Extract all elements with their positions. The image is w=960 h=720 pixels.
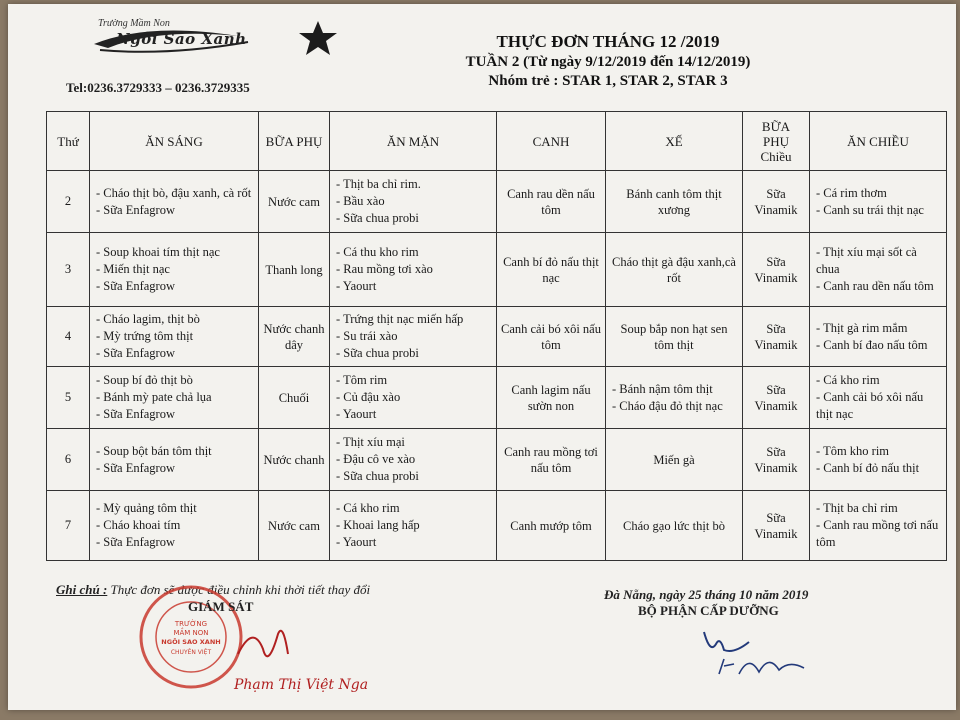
svg-text:CHUYÊN VIỆT: CHUYÊN VIỆT: [170, 649, 212, 656]
list-item: - Tôm rim: [334, 372, 492, 389]
list-item: - Sữa Enfagrow: [94, 202, 254, 219]
list-item: - Yaourt: [334, 534, 492, 551]
menu-title-block: [448, 32, 768, 90]
list-item: - Cá kho rim: [814, 372, 942, 389]
afternoon-snack-cell: Sữa Vinamik: [743, 367, 810, 429]
phone-numbers: Tel:0236.3729333 – 0236.3729335: [66, 80, 250, 95]
list-item: - Thịt xíu mại sốt cà chua: [814, 244, 942, 278]
list-item: - Đậu cô ve xào: [334, 451, 492, 468]
menu-title: THỰC ĐƠN THÁNG 12 /2019: [496, 32, 720, 51]
dinner-cell: [810, 491, 947, 561]
list-item: - Miến thịt nạc: [94, 261, 254, 278]
main-cell: [330, 491, 497, 561]
day-cell: 5: [47, 367, 90, 429]
main-cell: [330, 307, 497, 367]
school-logo: [88, 18, 263, 58]
supervisor-signature: [218, 614, 308, 679]
list-item: - Trứng thịt nạc miến hấp: [334, 311, 492, 328]
xe-cell: Bánh canh tôm thịt xương: [606, 171, 743, 233]
list-item: - Mỳ quảng tôm thịt: [94, 500, 254, 517]
table-row: [47, 429, 947, 491]
list-item: - Tôm kho rim: [814, 443, 942, 460]
list-item: - Rau mồng tơi xào: [334, 261, 492, 278]
breakfast-cell: [90, 171, 259, 233]
list-item: - Soup khoai tím thịt nạc: [94, 244, 254, 261]
list-item: - Cháo đậu đỏ thịt nạc: [610, 398, 738, 415]
table-header-row: [47, 112, 947, 171]
soup-cell: Canh mướp tôm: [497, 491, 606, 561]
table-row: [47, 171, 947, 233]
dinner-cell: [810, 171, 947, 233]
day-cell: 6: [47, 429, 90, 491]
xe-cell: Cháo gạo lức thịt bò: [606, 491, 743, 561]
list-item: - Canh su trái thịt nạc: [814, 202, 942, 219]
afternoon-snack-cell: Sữa Vinamik: [743, 429, 810, 491]
place-date: Đà Nẵng, ngày 25 tháng 10 năm 2019: [604, 587, 809, 602]
breakfast-cell: [90, 491, 259, 561]
main-cell: [330, 233, 497, 307]
list-item: - Cháo thịt bò, đậu xanh, cà rốt: [94, 185, 254, 202]
dinner-cell: [810, 233, 947, 307]
list-item: - Sữa Enfagrow: [94, 460, 254, 477]
col-main: ĂN MẶN: [330, 112, 497, 171]
dinner-cell: [810, 429, 947, 491]
main-cell: [330, 171, 497, 233]
list-item: - Bánh mỳ pate chả lụa: [94, 389, 254, 406]
list-item: - Bầu xào: [334, 193, 492, 210]
list-item: - Sữa Enfagrow: [94, 278, 254, 295]
main-cell: [330, 367, 497, 429]
svg-text:MẦM NON: MẦM NON: [173, 629, 209, 637]
main-cell: [330, 429, 497, 491]
list-item: - Yaourt: [334, 278, 492, 295]
list-item: - Bánh nậm tôm thịt: [610, 381, 738, 398]
snack-cell: Nước chanh dây: [259, 307, 330, 367]
list-item: - Cháo khoai tím: [94, 517, 254, 534]
day-cell: 7: [47, 491, 90, 561]
svg-text:TRƯỜNG: TRƯỜNG: [174, 620, 208, 628]
dinner-cell: [810, 307, 947, 367]
table-row: [47, 367, 947, 429]
col-afternoon-snack-l3: Chiều: [760, 148, 792, 164]
soup-cell: Canh cải bó xôi nấu tôm: [497, 307, 606, 367]
table-row: [47, 233, 947, 307]
col-dinner: ĂN CHIỀU: [810, 112, 947, 171]
xe-cell: Soup bắp non hạt sen tôm thịt: [606, 307, 743, 367]
department-label: BỘ PHẬN CẤP DƯỠNG: [638, 603, 779, 618]
list-item: - Canh rau mồng tơi nấu tôm: [814, 517, 942, 551]
list-item: - Củ đậu xào: [334, 389, 492, 406]
supervisor-label: GIÁM SÁT: [188, 599, 254, 614]
list-item: - Thịt xíu mại: [334, 434, 492, 451]
afternoon-snack-cell: Sữa Vinamik: [743, 171, 810, 233]
list-item: - Sữa chua probi: [334, 345, 492, 362]
snack-cell: Thanh long: [259, 233, 330, 307]
day-cell: 2: [47, 171, 90, 233]
afternoon-snack-cell: Sữa Vinamik: [743, 307, 810, 367]
star-icon: [298, 20, 338, 56]
menu-table: [46, 111, 947, 561]
footnote-text: Thực đơn sẽ được điều chỉnh khi thời tiết thay đổi: [107, 582, 371, 597]
list-item: - Cá thu kho rim: [334, 244, 492, 261]
snack-cell: Nước cam: [259, 171, 330, 233]
xe-cell: Miến gà: [606, 429, 743, 491]
list-item: - Su trái xào: [334, 328, 492, 345]
dinner-cell: [810, 367, 947, 429]
list-item: - Thịt ba chỉ rim: [814, 500, 942, 517]
afternoon-snack-cell: Sữa Vinamik: [743, 233, 810, 307]
school-brand-name: Ngôi Sao Xanh: [116, 30, 247, 48]
svg-text:NGÔI SAO XANH: NGÔI SAO XANH: [161, 638, 221, 646]
list-item: - Thịt ba chỉ rim.: [334, 176, 492, 193]
menu-document: [8, 4, 956, 710]
xe-cell: Cháo thịt gà đậu xanh,cà rốt: [606, 233, 743, 307]
list-item: - Mỳ trứng tôm thịt: [94, 328, 254, 345]
col-snack: BỮA PHỤ: [259, 112, 330, 171]
list-item: - Sữa Enfagrow: [94, 345, 254, 362]
snack-cell: Nước cam: [259, 491, 330, 561]
breakfast-cell: [90, 429, 259, 491]
school-small-name: Trường Mầm Non: [98, 18, 170, 29]
list-item: - Canh cải bó xôi nấu thịt nạc: [814, 389, 942, 423]
list-item: - Sữa chua probi: [334, 468, 492, 485]
col-soup: CANH: [497, 112, 606, 171]
col-breakfast: ĂN SÁNG: [90, 112, 259, 171]
col-xe: XẾ: [606, 112, 743, 171]
breakfast-cell: [90, 307, 259, 367]
list-item: - Canh bí đao nấu tôm: [814, 337, 942, 354]
col-afternoon-snack-l2: PHỤ: [762, 133, 789, 149]
list-item: - Cá rim thơm: [814, 185, 942, 202]
list-item: - Soup bí đỏ thịt bò: [94, 372, 254, 389]
list-item: - Sữa chua probi: [334, 210, 492, 227]
table-row: [47, 491, 947, 561]
list-item: - Canh bí đỏ nấu thịt: [814, 460, 942, 477]
week-range: TUẦN 2 (Từ ngày 9/12/2019 đến 14/12/2019): [465, 54, 751, 70]
department-signature: [694, 624, 814, 684]
soup-cell: Canh rau dền nấu tôm: [497, 171, 606, 233]
breakfast-cell: [90, 367, 259, 429]
list-item: - Sữa Enfagrow: [94, 534, 254, 551]
col-day: Thứ: [47, 112, 90, 171]
list-item: - Cháo lagim, thịt bò: [94, 311, 254, 328]
list-item: - Soup bột bán tôm thịt: [94, 443, 254, 460]
soup-cell: Canh lagim nấu sườn non: [497, 367, 606, 429]
soup-cell: Canh rau mồng tơi nấu tôm: [497, 429, 606, 491]
col-afternoon-snack-l1: BỮA: [761, 118, 791, 134]
table-row: [47, 307, 947, 367]
breakfast-cell: [90, 233, 259, 307]
list-item: - Cá kho rim: [334, 500, 492, 517]
afternoon-snack-cell: Sữa Vinamik: [743, 491, 810, 561]
xe-cell: [606, 367, 743, 429]
col-afternoon-snack: [743, 112, 810, 171]
list-item: - Thịt gà rim mắm: [814, 320, 942, 337]
list-item: - Khoai lang hấp: [334, 517, 492, 534]
class-group: Nhóm trẻ : STAR 1, STAR 2, STAR 3: [488, 73, 728, 89]
soup-cell: Canh bí đỏ nấu thịt nạc: [497, 233, 606, 307]
footnote-label: Ghi chú :: [56, 582, 108, 597]
snack-cell: Nước chanh: [259, 429, 330, 491]
list-item: - Sữa Enfagrow: [94, 406, 254, 423]
list-item: - Canh rau dền nấu tôm: [814, 278, 942, 295]
snack-cell: Chuối: [259, 367, 330, 429]
day-cell: 4: [47, 307, 90, 367]
day-cell: 3: [47, 233, 90, 307]
list-item: - Yaourt: [334, 406, 492, 423]
supervisor-name: Phạm Thị Việt Nga: [234, 677, 369, 693]
